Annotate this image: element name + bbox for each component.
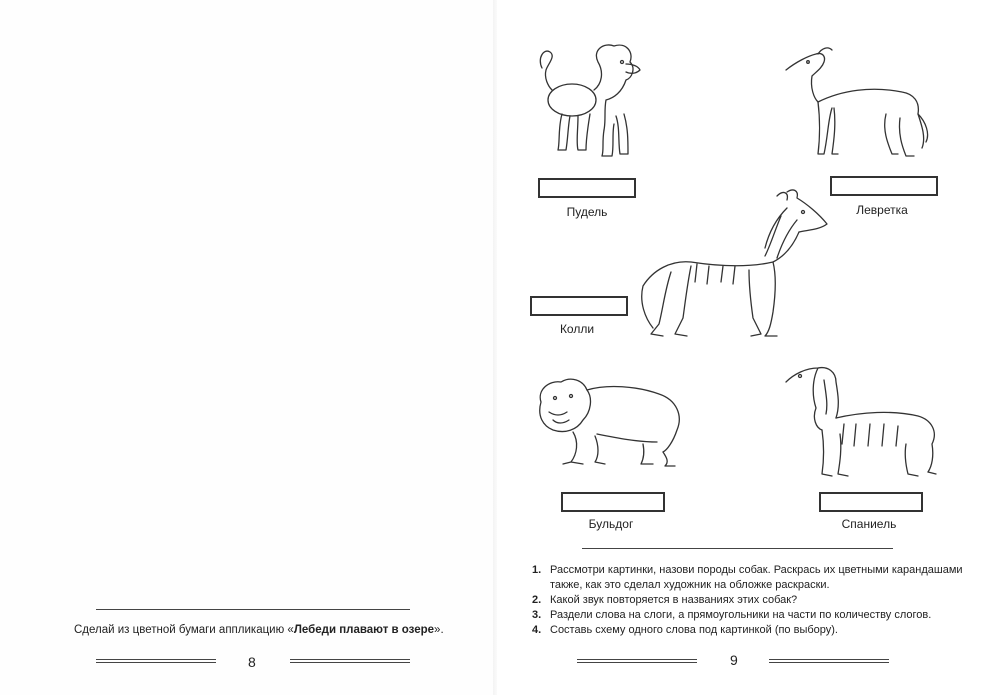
task-item: 2. Какой звук повторяется в названиях этих собак? [532, 594, 798, 606]
footer-rule-left [577, 659, 697, 663]
caption-poodle: Пудель [566, 205, 608, 219]
footer-rule-left [96, 659, 216, 663]
caption-levretka: Левретка [856, 203, 908, 217]
footer-rule-right [769, 659, 889, 663]
task-list [532, 563, 972, 638]
task-item: 1. Рассмотри картинки, назови породы собак. Раскрась их цветными карандашами также, как это сделал художник на обложке раскраски. [532, 564, 963, 591]
name-box-bulldog[interactable] [561, 492, 665, 512]
caption-bulldog: Бульдог [588, 517, 634, 531]
caption-spaniel: Спаниель [841, 517, 897, 531]
tasks-top-rule [582, 548, 893, 549]
spaniel-illustration [782, 360, 942, 485]
name-box-collie[interactable] [530, 296, 628, 316]
left-page [0, 0, 497, 695]
page-number: 9 [730, 652, 738, 668]
instruction-text: Сделай из цветной бумаги аппликацию «Лебеди плавают в озере». [74, 624, 444, 636]
task-item: 4. Составь схему одного слова под картинкой (по выбору). [532, 624, 838, 636]
whippet-illustration [782, 42, 932, 162]
top-rule [96, 609, 410, 610]
poodle-illustration [532, 38, 652, 163]
name-box-spaniel[interactable] [819, 492, 923, 512]
caption-collie: Колли [559, 322, 595, 336]
page-number: 8 [248, 654, 256, 670]
collie-illustration [637, 186, 832, 346]
task-item: 3. Раздели слова на слоги, а прямоугольники на части по количеству слогов. [532, 609, 932, 621]
name-box-levretka[interactable] [830, 176, 938, 196]
bulldog-illustration [527, 372, 687, 477]
footer-rule-right [290, 659, 410, 663]
right-page [497, 0, 1000, 695]
name-box-poodle[interactable] [538, 178, 636, 198]
